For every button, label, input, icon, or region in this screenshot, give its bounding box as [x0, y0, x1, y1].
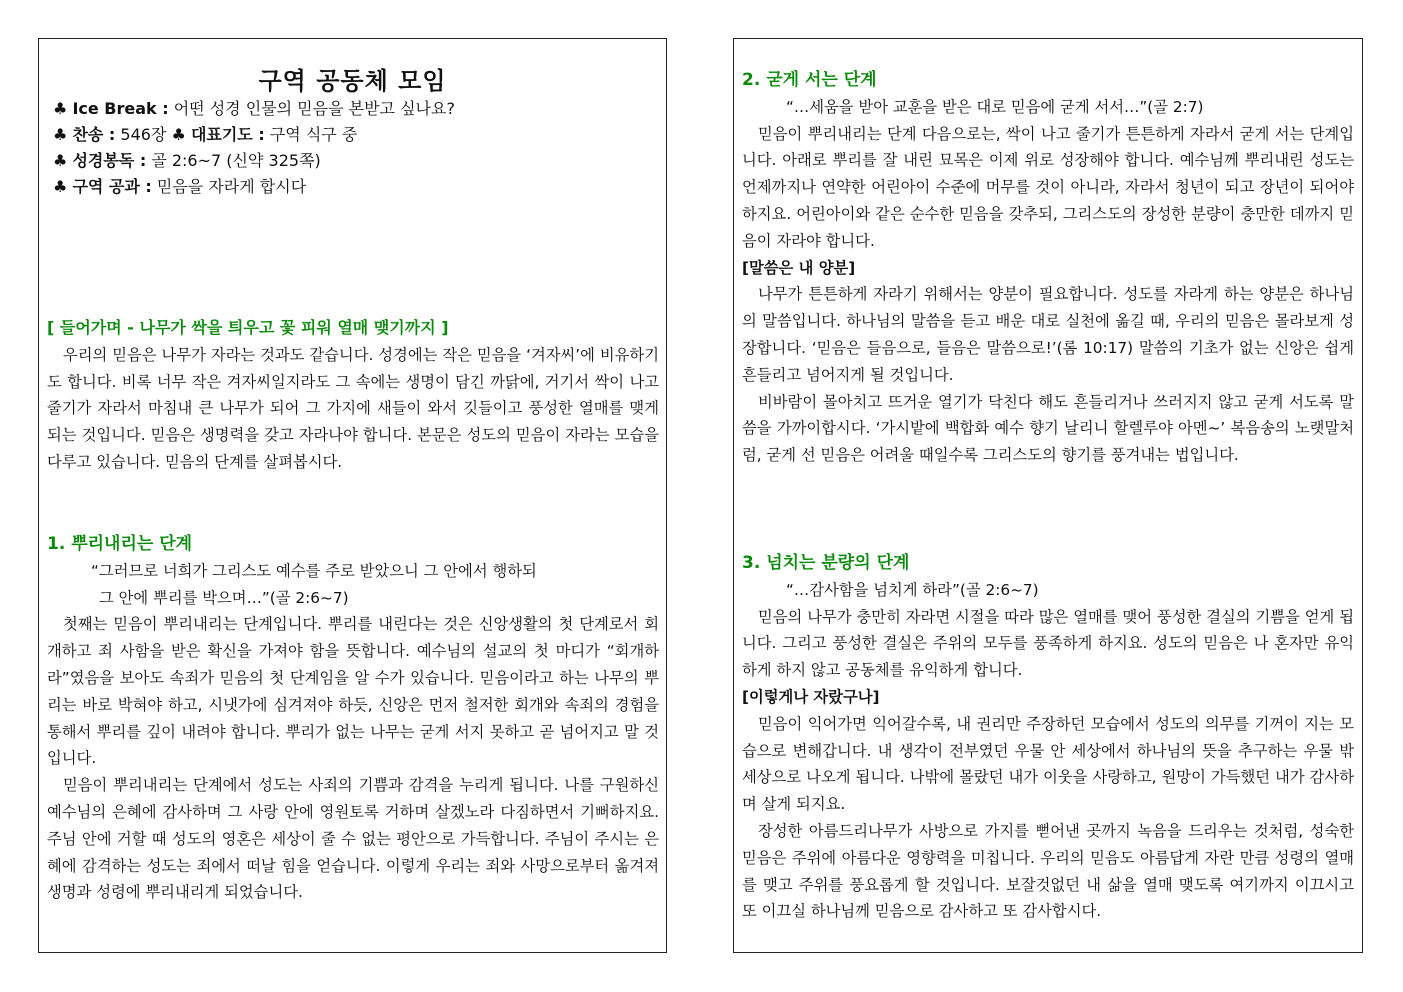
section-1-quote-line1: “그러므로 너희가 그리스도 예수를 주로 받았으니 그 안에서 행하되: [91, 561, 537, 580]
intro-section: [47, 315, 659, 476]
club-icon: ♣: [53, 125, 68, 144]
section-2-paragraph-1: 믿음이 뿌리내리는 단계 다음으로는, 싹이 나고 줄기가 튼튼하게 자라서 굳게 서는 단계입니다. 아래로 뿌리를 잘 내린 묘목은 이제 위로 성장해야 합니다. 예수님께 뿌리내린 성도는 언제까지나 연약한 어린아이 수준에 머무를 것이 아니라, 자라서 청년이 되고 장년이 되어야 하지요. 어린아이와 같은 순수한 믿음을 갖추되, 그리스도의 장성한 분량이 충만한 데까지 믿음이 자라야 합니다.: [742, 124, 1354, 250]
hymn-label: 찬송 :: [72, 125, 116, 144]
prayer-text: 구역 식구 중: [264, 125, 358, 144]
club-icon: ♣: [53, 177, 68, 196]
right-page: [733, 38, 1363, 953]
lesson-row: [53, 174, 455, 200]
section-3-paragraph-1: 믿음의 나무가 충만히 자라면 시절을 따라 많은 열매를 맺어 풍성한 결실의 기쁨을 얻게 됩니다. 그리고 풍성한 결실은 주위의 모두를 풍족하게 하지요. 성도의 믿음은 나 혼자만 유익하게 하지 않고 공동체를 유익하게 합니다.: [742, 607, 1354, 680]
section-3-heading: 3. 넘치는 분량의 단계: [742, 553, 910, 573]
section-3-subheading: [이렇게나 자랐구나]: [742, 687, 880, 706]
club-icon: ♣: [53, 99, 68, 118]
section-2-quote: “…세움을 받아 교훈을 받은 대로 믿음에 굳게 서서…”(골 2:7): [786, 97, 1204, 116]
club-icon: ♣: [53, 151, 68, 170]
section-1-paragraph-1: 첫째는 믿음이 뿌리내리는 단계입니다. 뿌리를 내린다는 것은 신앙생활의 첫 단계로서 회개하고 죄 사함을 받은 확신을 가져야 함을 뜻합니다. 예수님의 설교의 첫 마디가 “회개하라”였음을 보아도 속죄가 믿음의 첫 단계임을 알 수가 있습니다. 믿음이라고 하는 나무의 뿌리는 바로 박혀야 하고, 시냇가에 심겨져야 하듯, 신앙은 먼저 철저한 회개와 속죄의 경험을 통해서 뿌리를 깊이 내려야 합니다. 뿌리가 없는 나무는 굳게 서지 못하고 곧 넘어지고 말 것입니다.: [47, 615, 659, 768]
ice-break-text: 어떤 성경 인물의 믿음을 본받고 싶나요?: [168, 99, 455, 118]
left-page: [38, 38, 667, 953]
section-3-paragraph-3: 장성한 아름드리나무가 사방으로 가지를 뻗어낸 곳까지 녹음을 드리우는 것처럼, 성숙한 믿음은 주위에 아름다운 영향력을 미칩니다. 우리의 믿음도 아름답게 자란 만큼 성령의 열매를 맺고 주위를 풍요롭게 할 것입니다. 보잘것없던 내 삶을 열매 맺도록 여기까지 이끄시고 또 이끄실 하나님께 믿음으로 감사하고 또 감사합시다.: [742, 821, 1354, 921]
meeting-info: [53, 96, 455, 200]
section-1-heading: 1. 뿌리내리는 단계: [47, 534, 193, 554]
section-2: [742, 67, 1354, 469]
club-icon: ♣: [171, 125, 186, 144]
section-2-paragraph-2: 나무가 튼튼하게 자라기 위해서는 양분이 필요합니다. 성도를 자라게 하는 양분은 하나님의 말씀입니다. 하나님의 말씀을 듣고 배운 대로 실천에 옮길 때, 우리의 믿음은 몰라보게 성장합니다. ‘믿음은 들음으로, 들음은 말씀으로!’(롬 10:17) 말씀의 기초가 없는 신앙은 쉽게 흔들리고 넘어지게 될 것입니다.: [742, 285, 1354, 384]
intro-paragraph: 우리의 믿음은 나무가 자라는 것과도 같습니다. 성경에는 작은 믿음을 ‘겨자씨’에 비유하기도 합니다. 비록 너무 작은 겨자씨일지라도 그 속에는 생명이 담긴 까닭에, 거기서 싹이 나고 줄기가 자라서 마침내 큰 나무가 되어 그 가지에 새들이 와서 깃들이고 풍성한 열매를 맺게 되는 것입니다. 믿음은 생명력을 갖고 자라나야 합니다. 본문은 성도의 믿음이 자라는 모습을 다루고 있습니다. 믿음의 단계를 살펴봅시다.: [47, 345, 659, 471]
section-2-paragraph-3: 비바람이 몰아치고 뜨거운 열기가 닥친다 해도 흔들리거나 쓰러지지 않고 굳게 서도록 말씀을 가까이합시다. ‘가시밭에 백합화 예수 향기 날리니 할렐루야 아멘~’ 복음송의 노랫말처럼, 굳게 선 믿음은 어려울 때일수록 그리스도의 향기를 풍겨내는 법입니다.: [742, 392, 1354, 465]
prayer-label: 대표기도 :: [190, 125, 265, 144]
hymn-row: [53, 122, 455, 148]
reading-text: 골 2:6~7 (신약 325쪽): [146, 151, 321, 170]
section-3-paragraph-2: 믿음이 익어가면 익어갈수록, 내 권리만 주장하던 모습에서 성도의 의무를 기꺼이 지는 모습으로 변해갑니다. 내 생각이 전부였던 우물 안 세상에서 하나님의 뜻을 추구하는 우물 밖 세상으로 나오게 됩니다. 나밖에 몰랐던 내가 이웃을 사랑하고, 원망이 가득했던 내가 감사하며 살게 되지요.: [742, 714, 1354, 814]
section-2-heading: 2. 굳게 서는 단계: [742, 70, 877, 90]
lesson-text: 믿음을 자라게 합시다: [151, 177, 307, 196]
section-1: [47, 531, 659, 906]
reading-label: 성경봉독 :: [72, 151, 147, 170]
page-title: 구역 공동체 모임: [258, 67, 447, 95]
lesson-label: 구역 공과 :: [72, 177, 152, 196]
section-3: [742, 550, 1354, 925]
ice-break-row: [53, 96, 455, 122]
intro-heading: [ 들어가며 - 나무가 싹을 틔우고 꽃 피워 열매 맺기까지 ]: [47, 318, 449, 337]
section-1-quote-line2: 그 안에 뿌리를 박으며…”(골 2:6~7): [99, 588, 349, 607]
section-1-paragraph-2: 믿음이 뿌리내리는 단계에서 성도는 사죄의 기쁨과 감격을 누리게 됩니다. 나를 구원하신 예수님의 은혜에 감사하며 그 사랑 안에 영원토록 거하며 살겠노라 다짐하면서 기뻐하지요. 주님 안에 거할 때 성도의 영혼은 세상이 줄 수 없는 평안으로 가득합니다. 주님이 주시는 은혜에 감격하는 성도는 죄에서 떠날 힘을 얻습니다. 이렇게 우리는 죄와 사망으로부터 옮겨져 생명과 성령에 뿌리내리게 되었습니다.: [47, 776, 659, 902]
ice-break-label: Ice Break :: [72, 99, 169, 118]
hymn-text: 546장: [115, 125, 172, 144]
section-3-quote: “…감사함을 넘치게 하라”(골 2:6~7): [786, 580, 1039, 599]
reading-row: [53, 148, 455, 174]
section-2-subheading: [말씀은 내 양분]: [742, 258, 856, 277]
